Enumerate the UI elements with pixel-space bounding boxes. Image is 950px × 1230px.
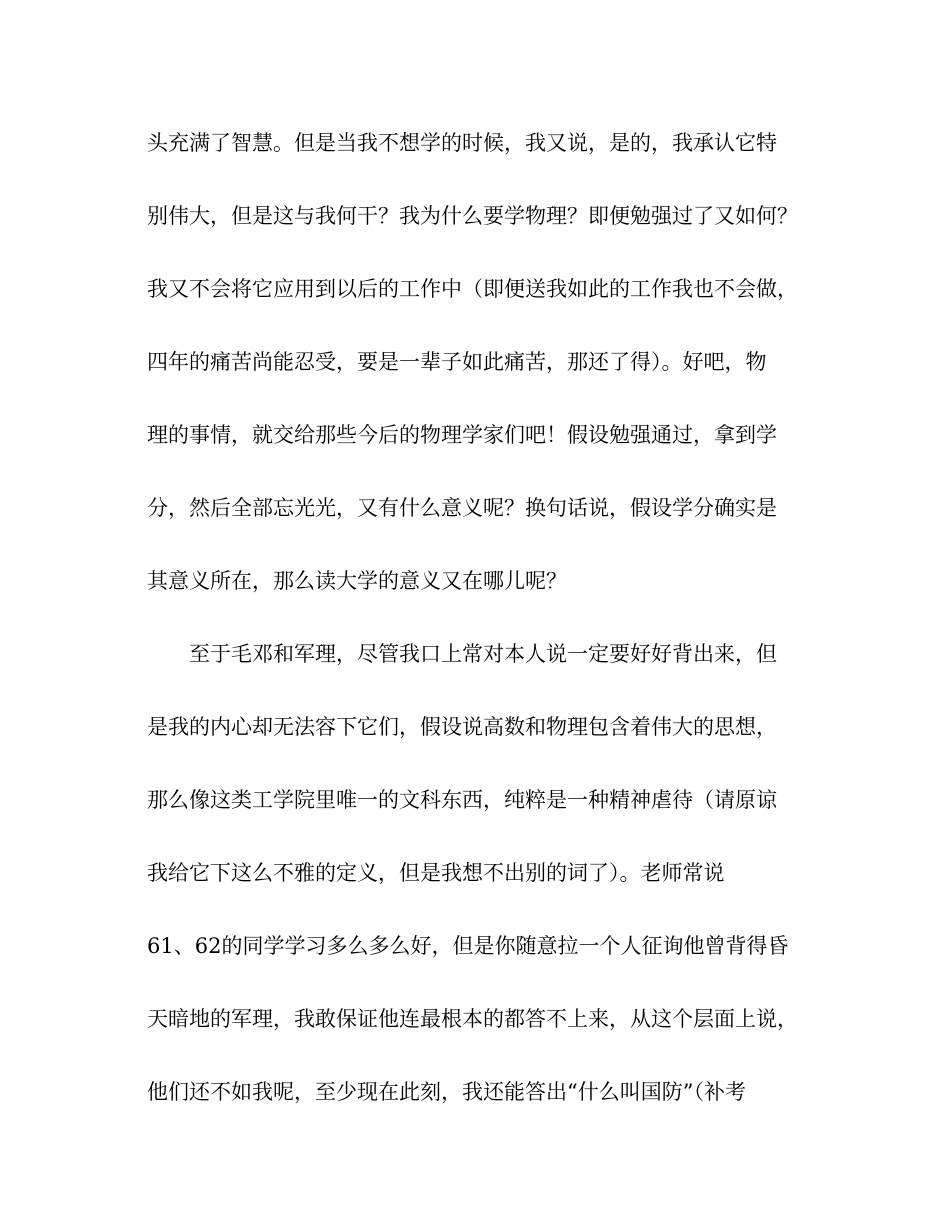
text-line: 四年的痛苦尚能忍受，要是一辈子如此痛苦，那还了得）。好吧，物 [147,350,767,374]
text-line: 是我的内心却无法容下它们，假设说高数和物理包含着伟大的思想， [147,715,777,739]
text-line: 我给它下这么不雅的定义，但是我想不出别的词了）。老师常说 [147,861,725,885]
text-line: 他们还不如我呢，至少现在此刻，我还能答出“什么叫国防”（补考 [147,1080,746,1104]
text-line: 我又不会将它应用到以后的工作中（即便送我如此的工作我也不会做， [147,277,798,301]
paragraph-start-line: 至于毛邓和军理，尽管我口上常对本人说一定要好好背出来，但 [189,642,777,666]
text-line: 那么像这类工学院里唯一的文科东西，纯粹是一种精神虐待（请原谅 [147,788,777,812]
text-line: 其意义所在，那么读大学的意义又在哪儿呢？ [147,569,567,593]
body-text [147,122,812,1144]
text-line: 天暗地的军理，我敢保证他连最根本的都答不上来，从这个层面上说， [147,1007,798,1031]
text-line: 61、62的同学学习多么多么好，但是你随意拉一个人征询他曾背得昏 [147,934,789,958]
text-line: 别伟大，但是这与我何干？我为什么要学物理？即便勉强过了又如何？ [147,204,798,228]
text-line: 分，然后全部忘光光，又有什么意义呢？换句话说，假设学分确实是 [147,496,777,520]
text-line: 头充满了智慧。但是当我不想学的时候，我又说，是的，我承认它特 [147,131,777,155]
text-line: 理的事情，就交给那些今后的物理学家们吧！假设勉强通过，拿到学 [147,423,777,447]
